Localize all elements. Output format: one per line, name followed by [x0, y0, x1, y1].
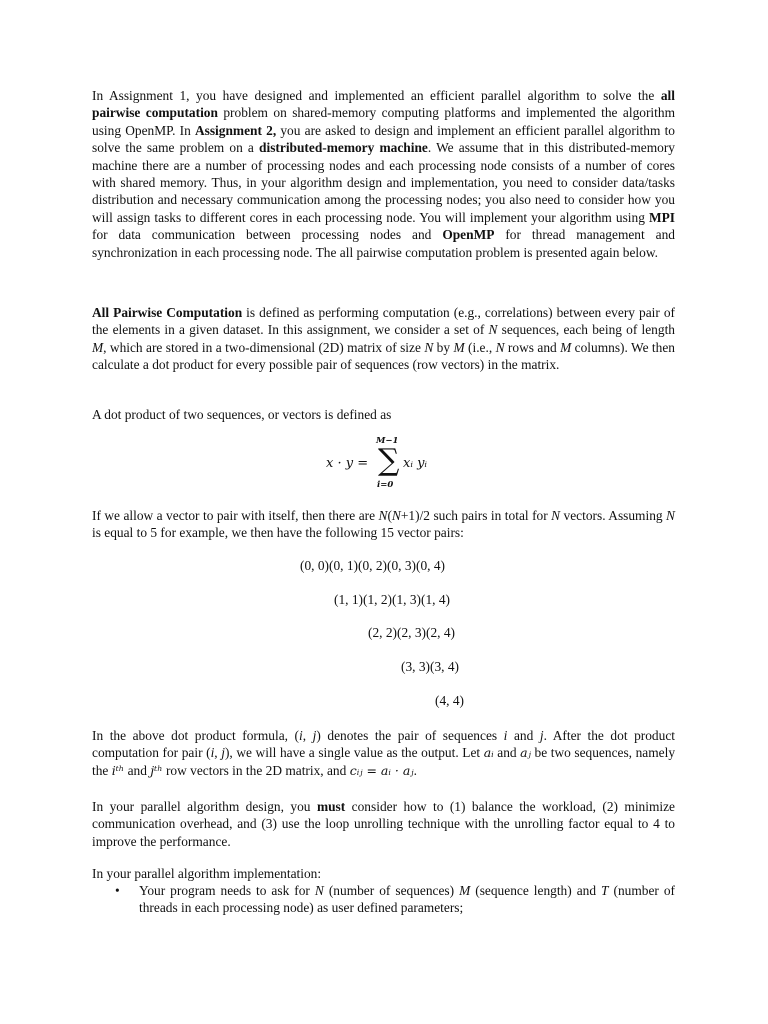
dot-product-equation — [326, 436, 466, 490]
dot-product-intro: A dot product of two sequences, or vectors is defined as — [92, 407, 392, 422]
equation-rhs: xᵢ yᵢ — [403, 456, 428, 471]
bullet-icon: • — [115, 883, 120, 898]
sum-lower-limit: i=0 — [377, 480, 394, 490]
implementation-list — [92, 882, 675, 917]
summation-symbol: ∑ — [378, 443, 400, 478]
list-item: • Your program needs to ask for N (number of sequences) M (sequence length) and T (number of threads in each processing node) as user defined parameters; — [115, 883, 676, 916]
intro-paragraph: In Assignment 1, you have designed and implemented an efficient parallel algorithm to solve the all pairwise computation problem on shared-memory computing platforms and implemented the algorithm using OpenMP. In Assignment 2, you are asked to design and implement an efficient parallel algorithm to solve the same problem on a distributed-memory machine. We assume that in this distributed-memory machine there are a number of processing nodes and each processing node consists of a number of cores with shared memory. Thus, in your algorithm design and implementation, you need to consider data/tasks distribution and necessary communication among the processing nodes; you also need to consider how you will assign tasks to different cores in each processing node. You will implement your algorithm using MPI for data communication between processing nodes and OpenMP for thread management and synchronization in each processing node. The all pairwise computation problem is presented again below. — [92, 88, 676, 260]
equation-lhs: x · y = — [326, 456, 369, 471]
formula-explanation-paragraph: In the above dot product formula, (i, j) denotes the pair of sequences i and j. After the dot product computation for pair (i, j), we will have a single value as the output. Let aᵢ and aⱼ be two sequences, namely the iᵗʰ and jᵗʰ row vectors in the 2D matrix, and cᵢⱼ = aᵢ · aⱼ. — [92, 728, 676, 778]
sum-upper-limit: M−1 — [376, 436, 399, 446]
pair-count-paragraph: If we allow a vector to pair with itself, then there are N(N+1)/2 such pairs in total for N vectors. Assuming N is equal to 5 for example, we then have the following 15 vector pairs: — [92, 508, 675, 541]
implementation-heading: In your parallel algorithm implementation: — [92, 866, 322, 881]
pair-row-4: (4, 4) — [435, 693, 465, 708]
pair-row-2: (2, 2)(2, 3)(2, 4) — [368, 625, 456, 640]
pair-row-1: (1, 1)(1, 2)(1, 3)(1, 4) — [334, 592, 451, 607]
pair-row-0: (0, 0)(0, 1)(0, 2)(0, 3)(0, 4) — [300, 558, 446, 573]
definition-paragraph: All Pairwise Computation is defined as performing computation (e.g., correlations) between every pair of the elements in a given dataset. In this assignment, we consider a set of N sequences, each being of length M, which are stored in a two-dimensional (2D) matrix of size N by M (i.e., N rows and M columns). We then calculate a dot product for every possible pair of sequences (row vectors) in the matrix. — [92, 305, 676, 373]
pair-row-3: (3, 3)(3, 4) — [401, 659, 460, 674]
design-requirements-paragraph: In your parallel algorithm design, you must consider how to (1) balance the workload, (2) minimize communication overhead, and (3) use the loop unrolling technique with the unrolling factor equal to 4 to improve the performance. — [92, 799, 675, 849]
